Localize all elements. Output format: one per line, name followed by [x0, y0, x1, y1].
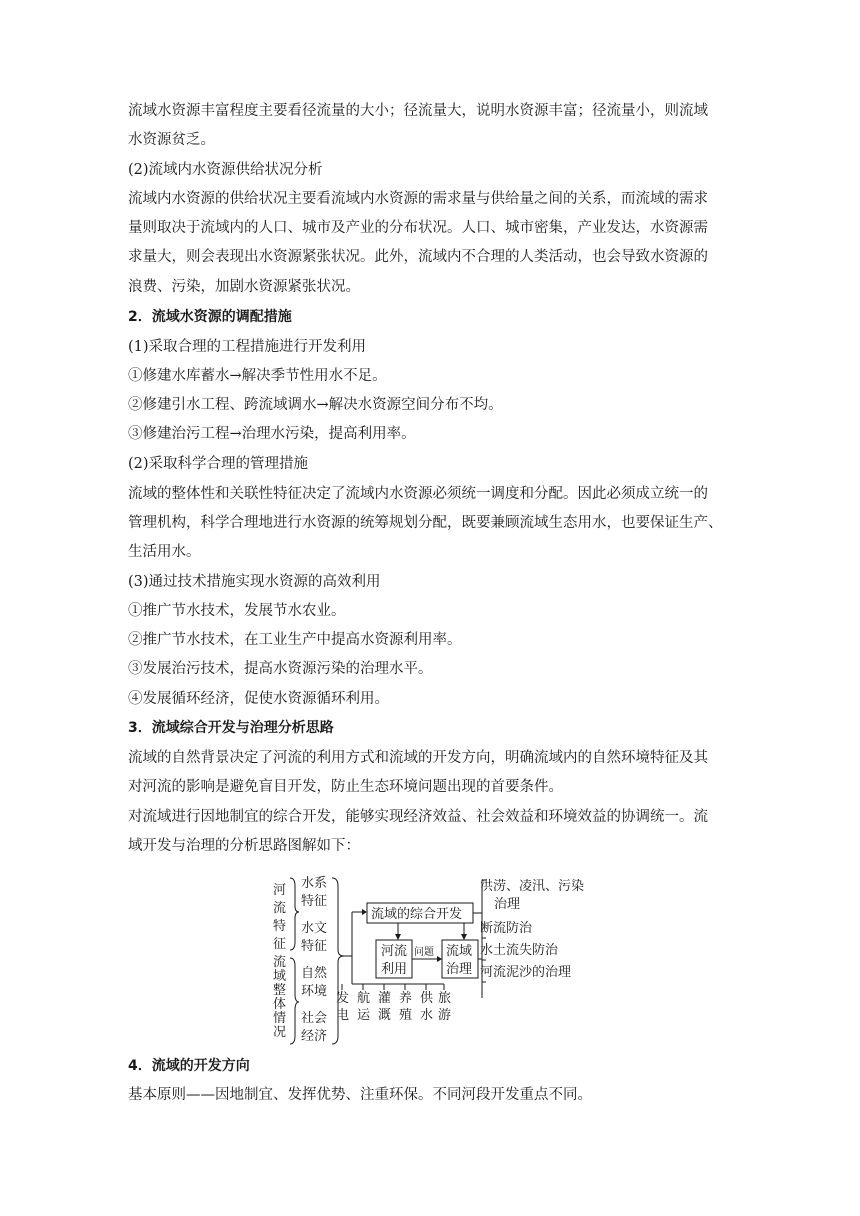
left-label-basin-overall: [273, 954, 286, 1040]
right-item-1a: 洪涝、凌汛、污染: [480, 879, 585, 894]
text-line: 域开发与治理的分析思路图解如下：: [128, 838, 360, 854]
left-label-river-features: [273, 883, 286, 952]
box-left-2: 利用: [381, 962, 408, 977]
use-char: 电: [336, 1008, 350, 1023]
use-char: 供: [420, 991, 434, 1006]
text-line: ③发展治污技术，提高水资源污染的治理水平。: [128, 661, 433, 677]
text-line: 管理机构，科学合理地进行水资源的统筹规划分配，既要兼顾流域生态用水，也要保证生产、: [128, 515, 723, 531]
text-line: (2)采取科学合理的管理措施: [128, 456, 309, 472]
right-item-3: 水土流失防治: [480, 943, 559, 958]
text-line: 流域水资源丰富程度主要看径流量的大小；径流量大，说明水资源丰富；径流量小，则流域: [128, 103, 708, 119]
char: 体: [273, 997, 287, 1012]
text-line: 浪费、污染，加剧水资源紧张状况。: [128, 279, 360, 295]
char: 流: [273, 955, 287, 970]
use-char: 发: [336, 991, 350, 1006]
arrow-head: [395, 934, 401, 940]
text-line: 基本原则——因地制宜、发挥优势、注重环保。不同河段开发重点不同。: [128, 1087, 592, 1103]
use-char: 养: [399, 991, 413, 1006]
item: 环境: [301, 984, 328, 999]
item: 经济: [301, 1029, 328, 1044]
text-line: ③修建治污工程→治理水污染，提高利用率。: [128, 426, 416, 442]
text-line: 对河流的影响是避免盲目开发，防止生态环境问题出现的首要条件。: [128, 779, 563, 795]
use-char: 旅: [438, 991, 452, 1006]
right-item-1b: 治理: [494, 897, 521, 912]
use-char: 灌: [378, 991, 392, 1006]
char: 流: [273, 901, 287, 916]
item: 特征: [301, 894, 328, 909]
text-line: 水资源贫乏。: [128, 132, 215, 148]
box-left-1: 河流: [381, 944, 408, 959]
char: 情: [273, 1011, 287, 1026]
text-line: (2)流域内水资源供给状况分析: [128, 162, 323, 178]
use-char: 水: [420, 1008, 434, 1023]
text-line: ②推广节水技术，在工业生产中提高水资源利用率。: [128, 632, 462, 648]
arrow-label: 问题: [414, 947, 434, 958]
text-line: ④发展循环经济，促使水资源循环利用。: [128, 691, 389, 707]
use-char: 溉: [378, 1008, 392, 1023]
text-line: ②修建引水工程、跨流域调水→解决水资源空间分布不均。: [128, 397, 503, 413]
item: 特征: [301, 939, 328, 954]
brace-right: [478, 880, 486, 998]
use-char: 运: [357, 1008, 371, 1023]
text-line: 流域的自然背景决定了河流的利用方式和流域的开发方向，明确流域内的自然环境特征及其: [128, 750, 708, 766]
section-heading: 4．流域的开发方向: [128, 1058, 250, 1074]
right-item-2: 断流防治: [480, 921, 533, 936]
brace-left-2: [290, 958, 299, 1044]
text-line: 生活用水。: [128, 544, 201, 560]
item: 自然: [301, 966, 328, 981]
use-char: 游: [438, 1008, 452, 1023]
char: 河: [273, 883, 287, 898]
brace-left-1: [290, 878, 299, 950]
char: 特: [273, 919, 287, 934]
char: 整: [273, 983, 287, 998]
text-line: ①推广节水技术，发展节水农业。: [128, 603, 346, 619]
char: 征: [273, 937, 287, 952]
arrow-head: [461, 934, 467, 940]
text-line: 对流域进行因地制宜的综合开发，能够实现经济效益、社会效益和环境效益的协调统一。流: [128, 809, 708, 825]
char: 况: [273, 1025, 287, 1040]
char: 域: [273, 969, 287, 984]
box-right-2: 治理: [446, 962, 473, 977]
box-right-1: 流域: [446, 944, 473, 959]
uses-bracket: [342, 984, 444, 990]
use-char: 殖: [399, 1008, 413, 1023]
text-line: 流域的整体性和关联性特征决定了流域内水资源必须统一调度和分配。因此必须成立统一的: [128, 486, 708, 502]
river-basin-analysis-diagram: [268, 872, 608, 1048]
text-line: (1)采取合理的工程措施进行开发利用: [128, 339, 367, 355]
arrow-head: [437, 956, 442, 962]
section-heading: 3．流域综合开发与治理分析思路: [128, 720, 334, 736]
text-line: 流域内水资源的供给状况主要看流域内水资源的需求量与供给量之间的关系，而流域的需求: [128, 191, 708, 207]
use-char: 航: [357, 991, 371, 1006]
text-line: (3)通过技术措施实现水资源的高效利用: [128, 574, 381, 590]
box-top-label: 流域的综合开发: [371, 907, 463, 922]
right-item-4: 河流泥沙的治理: [480, 965, 572, 980]
text-line: 量则取决于流域内的人口、城市及产业的分布状况。人口、城市密集，产业发达，水资源需: [128, 220, 708, 236]
arrow-head: [362, 909, 367, 915]
text-line: 求量大，则会表现出水资源紧张状况。此外，流域内不合理的人类活动，也会导致水资源的: [128, 249, 708, 265]
section-heading: 2．流域水资源的调配措施: [128, 309, 292, 325]
text-line: ①修建水库蓄水→解决季节性用水不足。: [128, 368, 387, 384]
item: 社会: [301, 1011, 328, 1026]
item: 水系: [301, 876, 328, 891]
item: 水文: [301, 921, 328, 936]
